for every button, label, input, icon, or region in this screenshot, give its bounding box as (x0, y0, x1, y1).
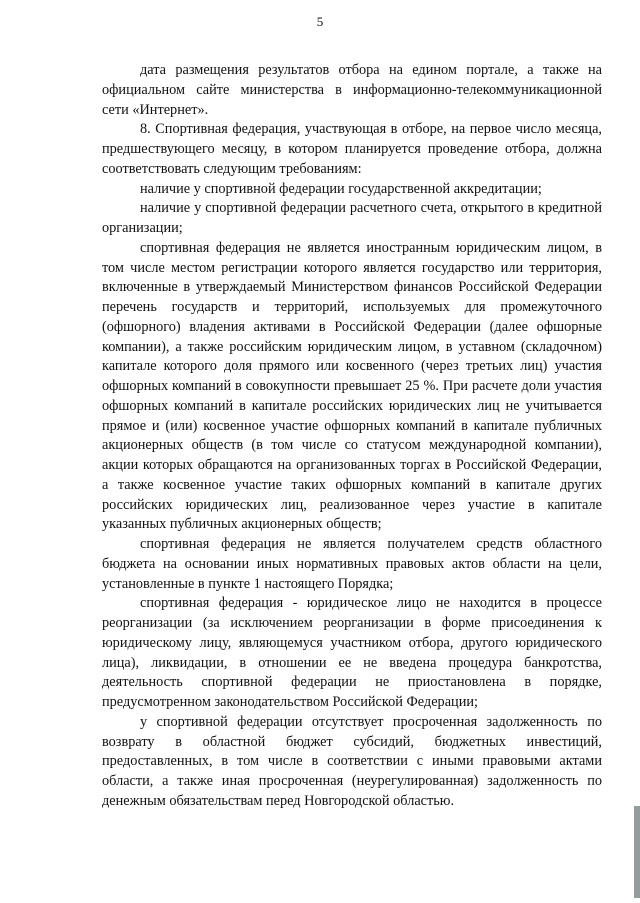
paragraph-accreditation: наличие у спортивной федерации государственной аккредитации; (140, 180, 542, 197)
paragraph-clause-8: 8. Спортивная федерация, участвующая в отборе, на первое число месяца, предшествующего месяцу, в котором планируется проведение отбора, должна соответствовать следующим требованиям: (102, 121, 602, 177)
paragraph-results-publication: дата размещения результатов отбора на едином портале, а также на официальном сайте министерства в информационно-телекоммуникационной сети «Интернет». (102, 62, 602, 118)
paragraph-other-funding: спортивная федерация не является получателем средств областного бюджета на основании иных нормативных правовых актов области на цели, установленные в пункте 1 настоящего Порядка; (102, 536, 602, 592)
scan-edge-mark (634, 806, 640, 898)
paragraph-debt: у спортивной федерации отсутствует просроченная задолженность по возврату в областной бюджет субсидий, бюджетных инвестиций, предоставленных, в том числе в соответствии с иными правовыми актами области, а также иная просроченная (неурегулированная) задолженность по денежным обязательствам перед Новгородской областью. (102, 713, 602, 809)
paragraph-offshore: спортивная федерация не является иностранным юридическим лицом, в том числе местом регистрации которого является государство или территория, включенные в утверждаемый Министерством финансов Российской Федерации перечень государств и территорий, используемых для промежуточного (офшорного) владения активами в Российской Федерации (далее офшорные компании), а также российским юридическим лицом, в уставном (складочном) капитале которого доля прямого или косвенного (через третьих лиц) участия офшорных компаний в совокупности превышает 25 %. При расчете доли участия офшорных компаний в капитале российских юридических лиц не учитывается прямое и (или) косвенное участие офшорных компаний в капитале публичных акционерных обществ (в том числе со статусом международной компании), акции которых обращаются на организованных торгах в Российской Федерации, а также косвенное участие таких офшорных компаний в капитале других российских юридических лиц, реализованное через участие в капитале указанных публичных акционерных обществ; (102, 239, 602, 533)
page-number: 5 (316, 14, 324, 29)
document-body (102, 61, 602, 812)
paragraph-reorganization: спортивная федерация - юридическое лицо не находится в процессе реорганизации (за исключением реорганизации в форме присоединения к юридическому лицу, являющемуся участником отбора, другого юридического лица), ликвидации, в отношении ее не введена процедура банкротства, деятельность спортивной федерации не приостановлена в порядке, предусмотренном законодательством Российской Федерации; (102, 595, 602, 710)
paragraph-bank-account: наличие у спортивной федерации расчетного счета, открытого в кредитной организации; (102, 200, 602, 236)
